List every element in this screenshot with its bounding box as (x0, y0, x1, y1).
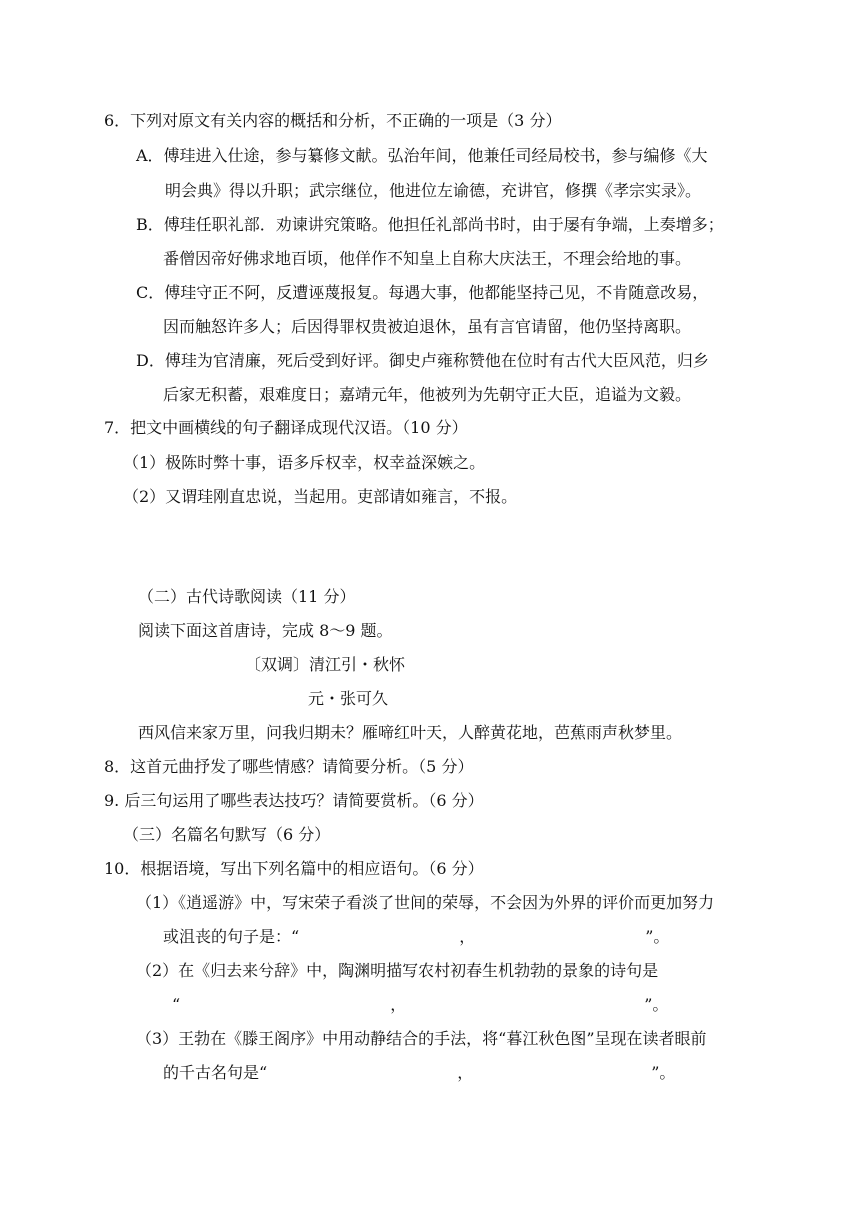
q10-item2-line2 (172, 994, 668, 1016)
section3-heading: （三）名篇名句默写（6 分） (123, 825, 331, 844)
q6-option-b-line2: 番僧因帝好佛求地百顷，他佯作不知皇上自称大庆法王，不理会给地的事。 (163, 249, 692, 268)
comma: ， (459, 927, 476, 946)
q10-item2-line1: （2）在《归去来兮辞》中，陶渊明描写农村初春生机勃勃的景象的诗句是 (136, 961, 659, 980)
comma: ， (457, 1063, 474, 1082)
close-quote: ”。 (645, 927, 670, 946)
close-quote: ”。 (644, 995, 669, 1014)
q8-stem: 8．这首元曲抒发了哪些情感？请简要分析。（5 分） (104, 757, 474, 776)
q10-item3-line1: （3）王勃在《滕王阁序》中用动静结合的手法，将“暮江秋色图”呈现在读者眼前 (136, 1029, 707, 1048)
q6-option-a-line1: A．傅珪进入仕途，参与纂修文献。弘治年间，他兼任司经局校书，参与编修《大 (136, 146, 708, 165)
poem-text: 西风信来家万里，问我归期未？雁啼红叶天，人醉黄花地，芭蕉雨声秋梦里。 (138, 723, 683, 742)
q7-stem: 7．把文中画横线的句子翻译成现代汉语。（10 分） (104, 418, 468, 437)
q7-sentence-1: （1）极陈时弊十事，语多斥权幸，权幸益深嫉之。 (123, 453, 486, 472)
q6-option-d-line2: 后家无积蓄，艰难度日；嘉靖元年，他被列为先朝守正大臣，追谥为文毅。 (163, 385, 692, 404)
poem-title: 〔双调〕清江引・秋怀 (245, 655, 406, 674)
q6-option-d-line1: D．傅珪为官清廉，死后受到好评。御史卢雍称赞他在位时有古代大臣风范，归乡 (136, 351, 709, 370)
q6-option-b-line1: B．傅珪任职礼部．劝谏讲究策略。他担任礼部尚书时，由于屡有争端，上奏增多； (136, 215, 724, 234)
close-quote: ”。 (651, 1063, 676, 1082)
q6-stem: 6．下列对原文有关内容的概括和分析，不正确的一项是（3 分） (104, 111, 562, 130)
q7-sentence-2: （2）又谓珪刚直忠说，当起用。吏部请如雍言，不报。 (123, 487, 518, 506)
section2-intro: 阅读下面这首唐诗，完成 8～9 题。 (138, 621, 393, 640)
q6-option-a-line2: 明会典》得以升职；武宗继位，他进位左谕德，充讲官，修撰《孝宗实录》。 (165, 181, 702, 200)
q9-stem: 9. 后三句运用了哪些表达技巧？请简要赏析。（6 分） (104, 791, 484, 810)
q10-item3-prefix: 的千古名句是“ (163, 1063, 268, 1082)
q6-option-c-line1: C．傅珪守正不阿，反遭诬蔑报复。每遇大事，他都能坚持己见，不肯随意改易， (136, 283, 709, 302)
section2-heading: （二）古代诗歌阅读（11 分） (138, 587, 356, 606)
open-quote: “ (172, 995, 181, 1014)
q10-item1-prefix: 或沮丧的句子是：“ (163, 927, 300, 946)
q10-stem: 10．根据语境，写出下列名篇中的相应语句。（6 分） (104, 859, 484, 878)
comma: ， (390, 995, 407, 1014)
poem-author: 元・张可久 (308, 689, 389, 708)
q10-item3-line2 (163, 1062, 675, 1084)
q6-option-c-line2: 因而触怒许多人；后因得罪权贵被迫退休，虽有言官请留，他仍坚持离职。 (163, 317, 692, 336)
q10-item1-line2 (163, 926, 669, 948)
q10-item1-line1: （1）《逍遥游》中，写宋荣子看淡了世间的荣辱，不会因为外界的评价而更加努力 (136, 893, 715, 912)
